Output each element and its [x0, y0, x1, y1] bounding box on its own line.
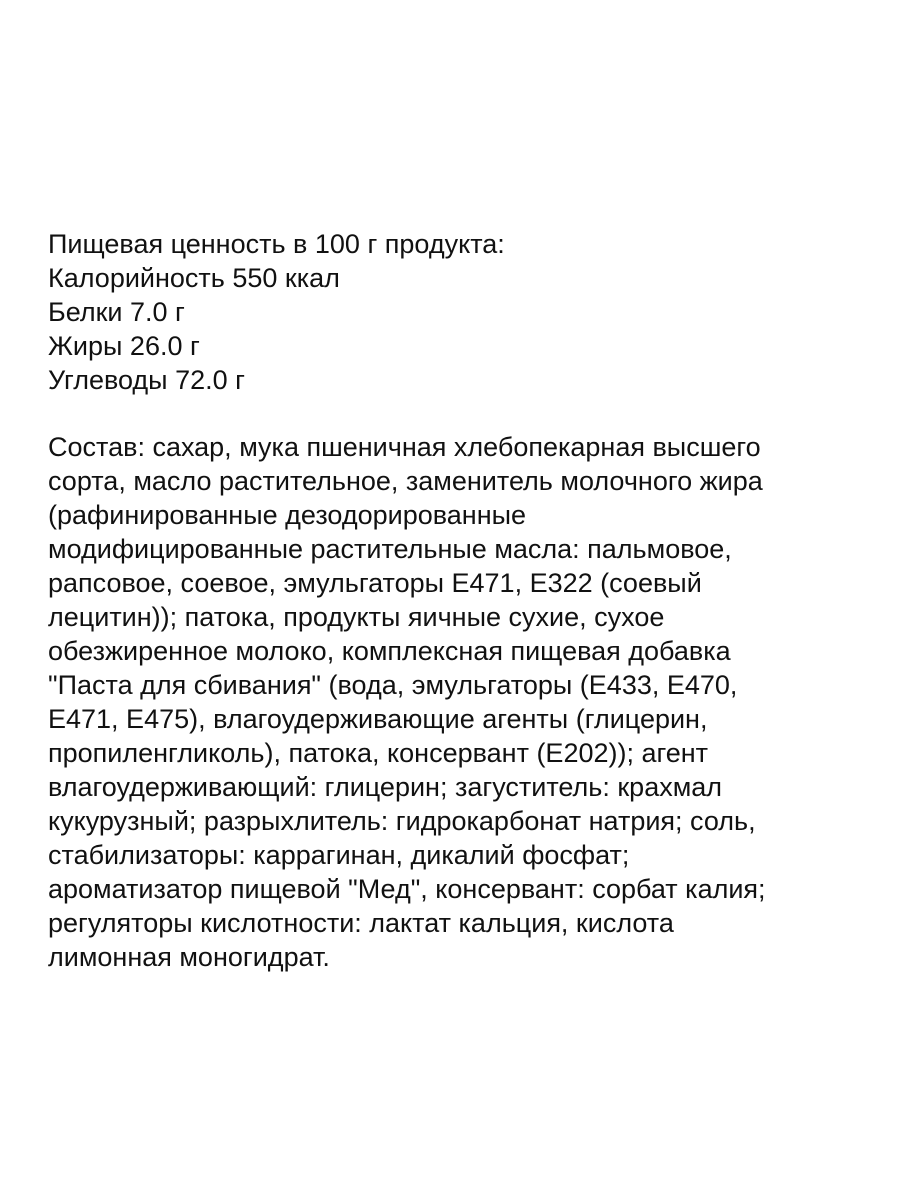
composition-line: пропиленгликоль), патока, консервант (Е202)); агент — [48, 738, 709, 768]
composition-line: регуляторы кислотности: лактат кальция, кислота — [48, 908, 674, 938]
ingredients-composition — [48, 430, 868, 974]
nutrition-fat: Жиры 26.0 г — [48, 331, 200, 361]
composition-line: Е471, Е475), влагоудерживающие агенты (глицерин, — [48, 704, 708, 734]
composition-line: Состав: сахар, мука пшеничная хлебопекарная высшего — [48, 432, 761, 462]
composition-line: обезжиренное молоко, комплексная пищевая добавка — [48, 636, 731, 666]
composition-line: кукурузный; разрыхлитель: гидрокарбонат натрия; соль, — [48, 806, 756, 836]
nutrition-carbs: Углеводы 72.0 г — [48, 365, 245, 395]
nutrition-protein: Белки 7.0 г — [48, 297, 185, 327]
composition-line: "Паста для сбивания" (вода, эмульгаторы (Е433, Е470, — [48, 670, 738, 700]
nutrition-facts — [48, 227, 868, 397]
composition-line: ароматизатор пищевой "Мед", консервант: сорбат калия; — [48, 874, 766, 904]
composition-line: влагоудерживающий: глицерин; загуститель: крахмал — [48, 772, 723, 802]
composition-line: сорта, масло растительное, заменитель молочного жира — [48, 466, 763, 496]
composition-line: рапсовое, соевое, эмульгаторы Е471, Е322 (соевый — [48, 568, 702, 598]
nutrition-calories: Калорийность 550 ккал — [48, 263, 340, 293]
composition-line: модифицированные растительные масла: пальмовое, — [48, 534, 732, 564]
composition-line: лецитин)); патока, продукты яичные сухие, сухое — [48, 602, 665, 632]
composition-line: (рафинированные дезодорированные — [48, 500, 527, 530]
composition-line: стабилизаторы: каррагинан, дикалий фосфат; — [48, 840, 630, 870]
composition-line: лимонная моногидрат. — [48, 942, 330, 972]
nutrition-header: Пищевая ценность в 100 г продукта: — [48, 229, 505, 259]
